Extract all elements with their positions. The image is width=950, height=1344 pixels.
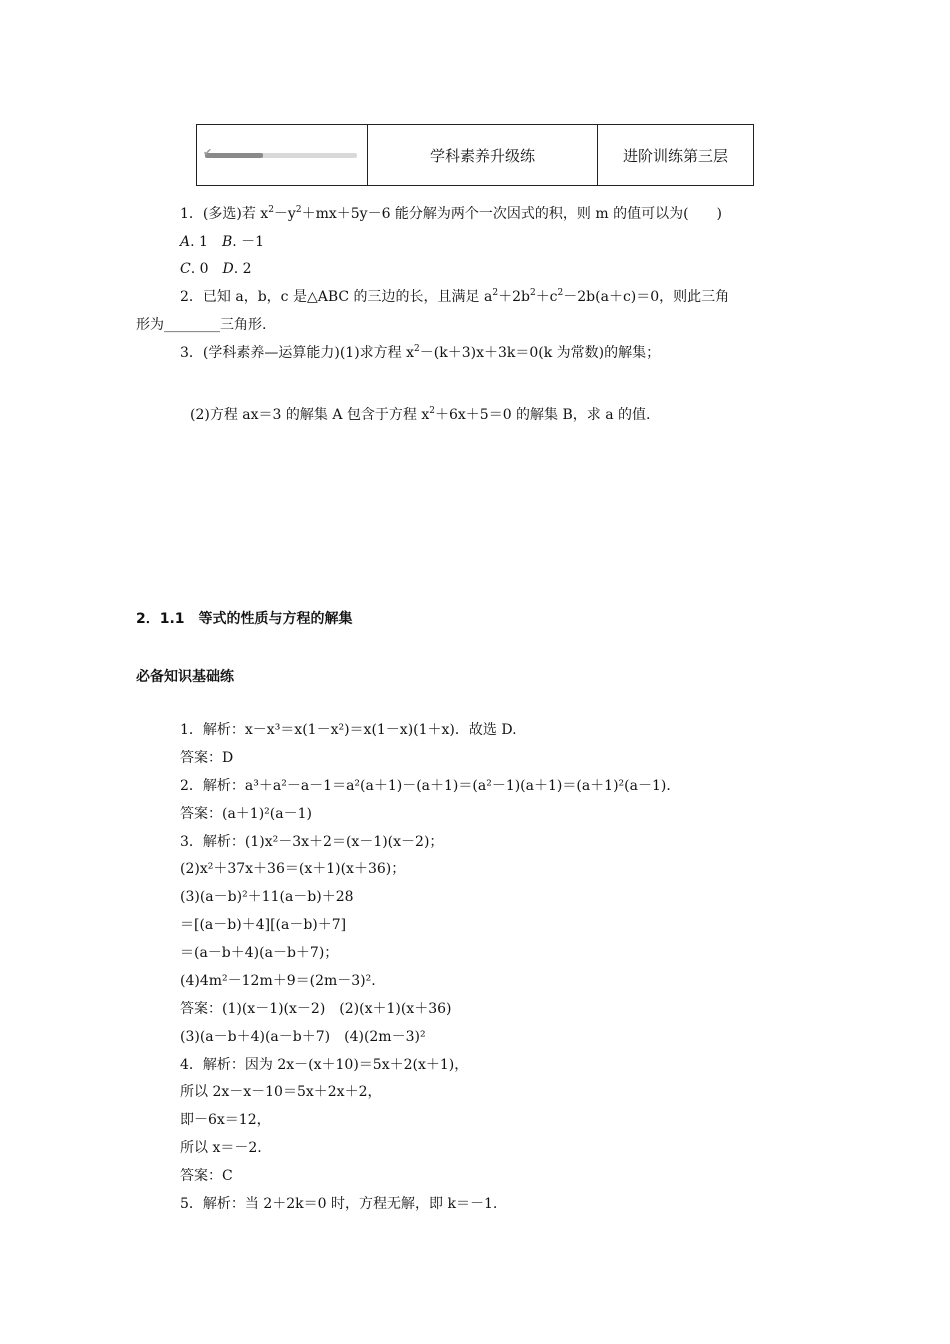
question-2 <box>180 287 729 307</box>
option-b-label: B <box>221 234 233 250</box>
q1-text-3: ＋mx＋5y－6 能分解为两个一次因式的积，则 m 的值可以为( ) <box>301 206 723 222</box>
q3-part2-text-1: (2)方程 ax＝3 的解集 A 包含于方程 x <box>190 407 430 423</box>
q3-sup-2: 2 <box>429 406 435 416</box>
level-header-table <box>196 124 754 186</box>
question-3 <box>180 343 660 363</box>
q3-sup-1: 2 <box>414 344 420 354</box>
answer-2: 答案：(a＋1)²(a－1) <box>180 806 312 822</box>
answer-4: 答案：C <box>180 1168 233 1184</box>
answer-3-answer-1: 答案：(1)(x－1)(x－2) (2)(x＋1)(x＋36) <box>180 1001 452 1017</box>
option-d-value: . 2 <box>233 261 252 277</box>
q2-text-1: 2．已知 a，b，c 是△ABC 的三边的长，且满足 a <box>180 289 493 305</box>
q1-sup-2: 2 <box>295 205 302 215</box>
q2-line-2: 形为________三角形. <box>136 317 267 333</box>
answer-4-line-2: 所以 2x－x－10＝5x＋2x＋2， <box>180 1084 382 1100</box>
answer-5-analysis: 5．解析：当 2＋2k＝0 时，方程无解，即 k＝－1. <box>180 1196 498 1212</box>
section-title: 2．1.1 等式的性质与方程的解集 <box>136 611 353 627</box>
progress-cell <box>197 125 368 185</box>
question-1 <box>180 204 722 224</box>
option-c-label: C <box>180 261 191 277</box>
q2-text-2: ＋2b <box>498 289 530 305</box>
q1-sup-1: 2 <box>268 205 274 215</box>
q3-text-1: 3．(学科素养—运算能力)(1)求方程 x <box>180 345 415 361</box>
answer-3-analysis: 3．解析：(1)x²－3x＋2＝(x－1)(x－2)； <box>180 834 444 850</box>
answer-2-analysis: 2．解析：a³＋a²－a－1＝a²(a＋1)－(a＋1)＝(a²－1)(a＋1)＝(a＋1)²(a－1)． <box>180 778 681 794</box>
answer-3-line-3: (3)(a－b)²＋11(a－b)＋28 <box>180 889 354 905</box>
option-a-label: A <box>180 234 191 250</box>
q1-text-2: －y <box>273 206 296 222</box>
q1-options-cd <box>180 259 252 279</box>
header-title: 学科素养升级练 <box>368 125 598 185</box>
option-a-value: . 1 <box>190 234 222 250</box>
q2-text-3: ＋c <box>535 289 558 305</box>
answer-1: 答案：D <box>180 750 234 766</box>
option-c-value: . 0 <box>190 261 223 277</box>
q3-part2-text-2: ＋6x＋5＝0 的解集 B，求 a 的值. <box>434 407 651 423</box>
q2-sup-2: 2 <box>529 288 536 298</box>
q2-sup-3: 2 <box>557 288 564 298</box>
progress-fill <box>205 153 263 158</box>
q3-text-2: －(k＋3)x＋3k＝0(k 为常数)的解集； <box>419 345 661 361</box>
q2-sup-1: 2 <box>492 288 499 298</box>
q1-text-1: 1．(多选)若 x <box>180 206 269 222</box>
option-b-value: . －1 <box>232 234 265 250</box>
answer-4-line-3: 即－6x＝12， <box>180 1112 271 1128</box>
question-3-part-2 <box>190 405 651 425</box>
header-level: 进阶训练第三层 <box>622 146 728 165</box>
answer-3-line-6: (4)4m²－12m＋9＝(2m－3)². <box>180 973 376 989</box>
answer-3-answer-2: (3)(a－b＋4)(a－b＋7) (4)(2m－3)² <box>180 1029 426 1045</box>
progress-bar <box>203 145 357 159</box>
answer-4-line-4: 所以 x＝－2. <box>180 1140 262 1156</box>
answer-1-analysis: 1．解析：x－x³＝x(1－x²)＝x(1－x)(1＋x)．故选 D. <box>180 722 517 738</box>
answer-3-line-5: ＝(a－b＋4)(a－b＋7)； <box>180 945 339 961</box>
answer-4-analysis: 4．解析：因为 2x－(x＋10)＝5x＋2(x＋1)， <box>180 1057 469 1073</box>
check-icon: ✔ <box>203 145 213 159</box>
answer-3-line-4: ＝[(a－b)＋4][(a－b)＋7] <box>180 917 347 933</box>
answer-3-line-2: (2)x²＋37x＋36＝(x＋1)(x＋36)； <box>180 861 406 877</box>
q2-text-4: －2b(a＋c)＝0，则此三角 <box>563 289 730 305</box>
section-subtitle: 必备知识基础练 <box>136 669 234 685</box>
option-d-label: D <box>222 261 234 277</box>
q1-options-ab <box>180 232 264 252</box>
